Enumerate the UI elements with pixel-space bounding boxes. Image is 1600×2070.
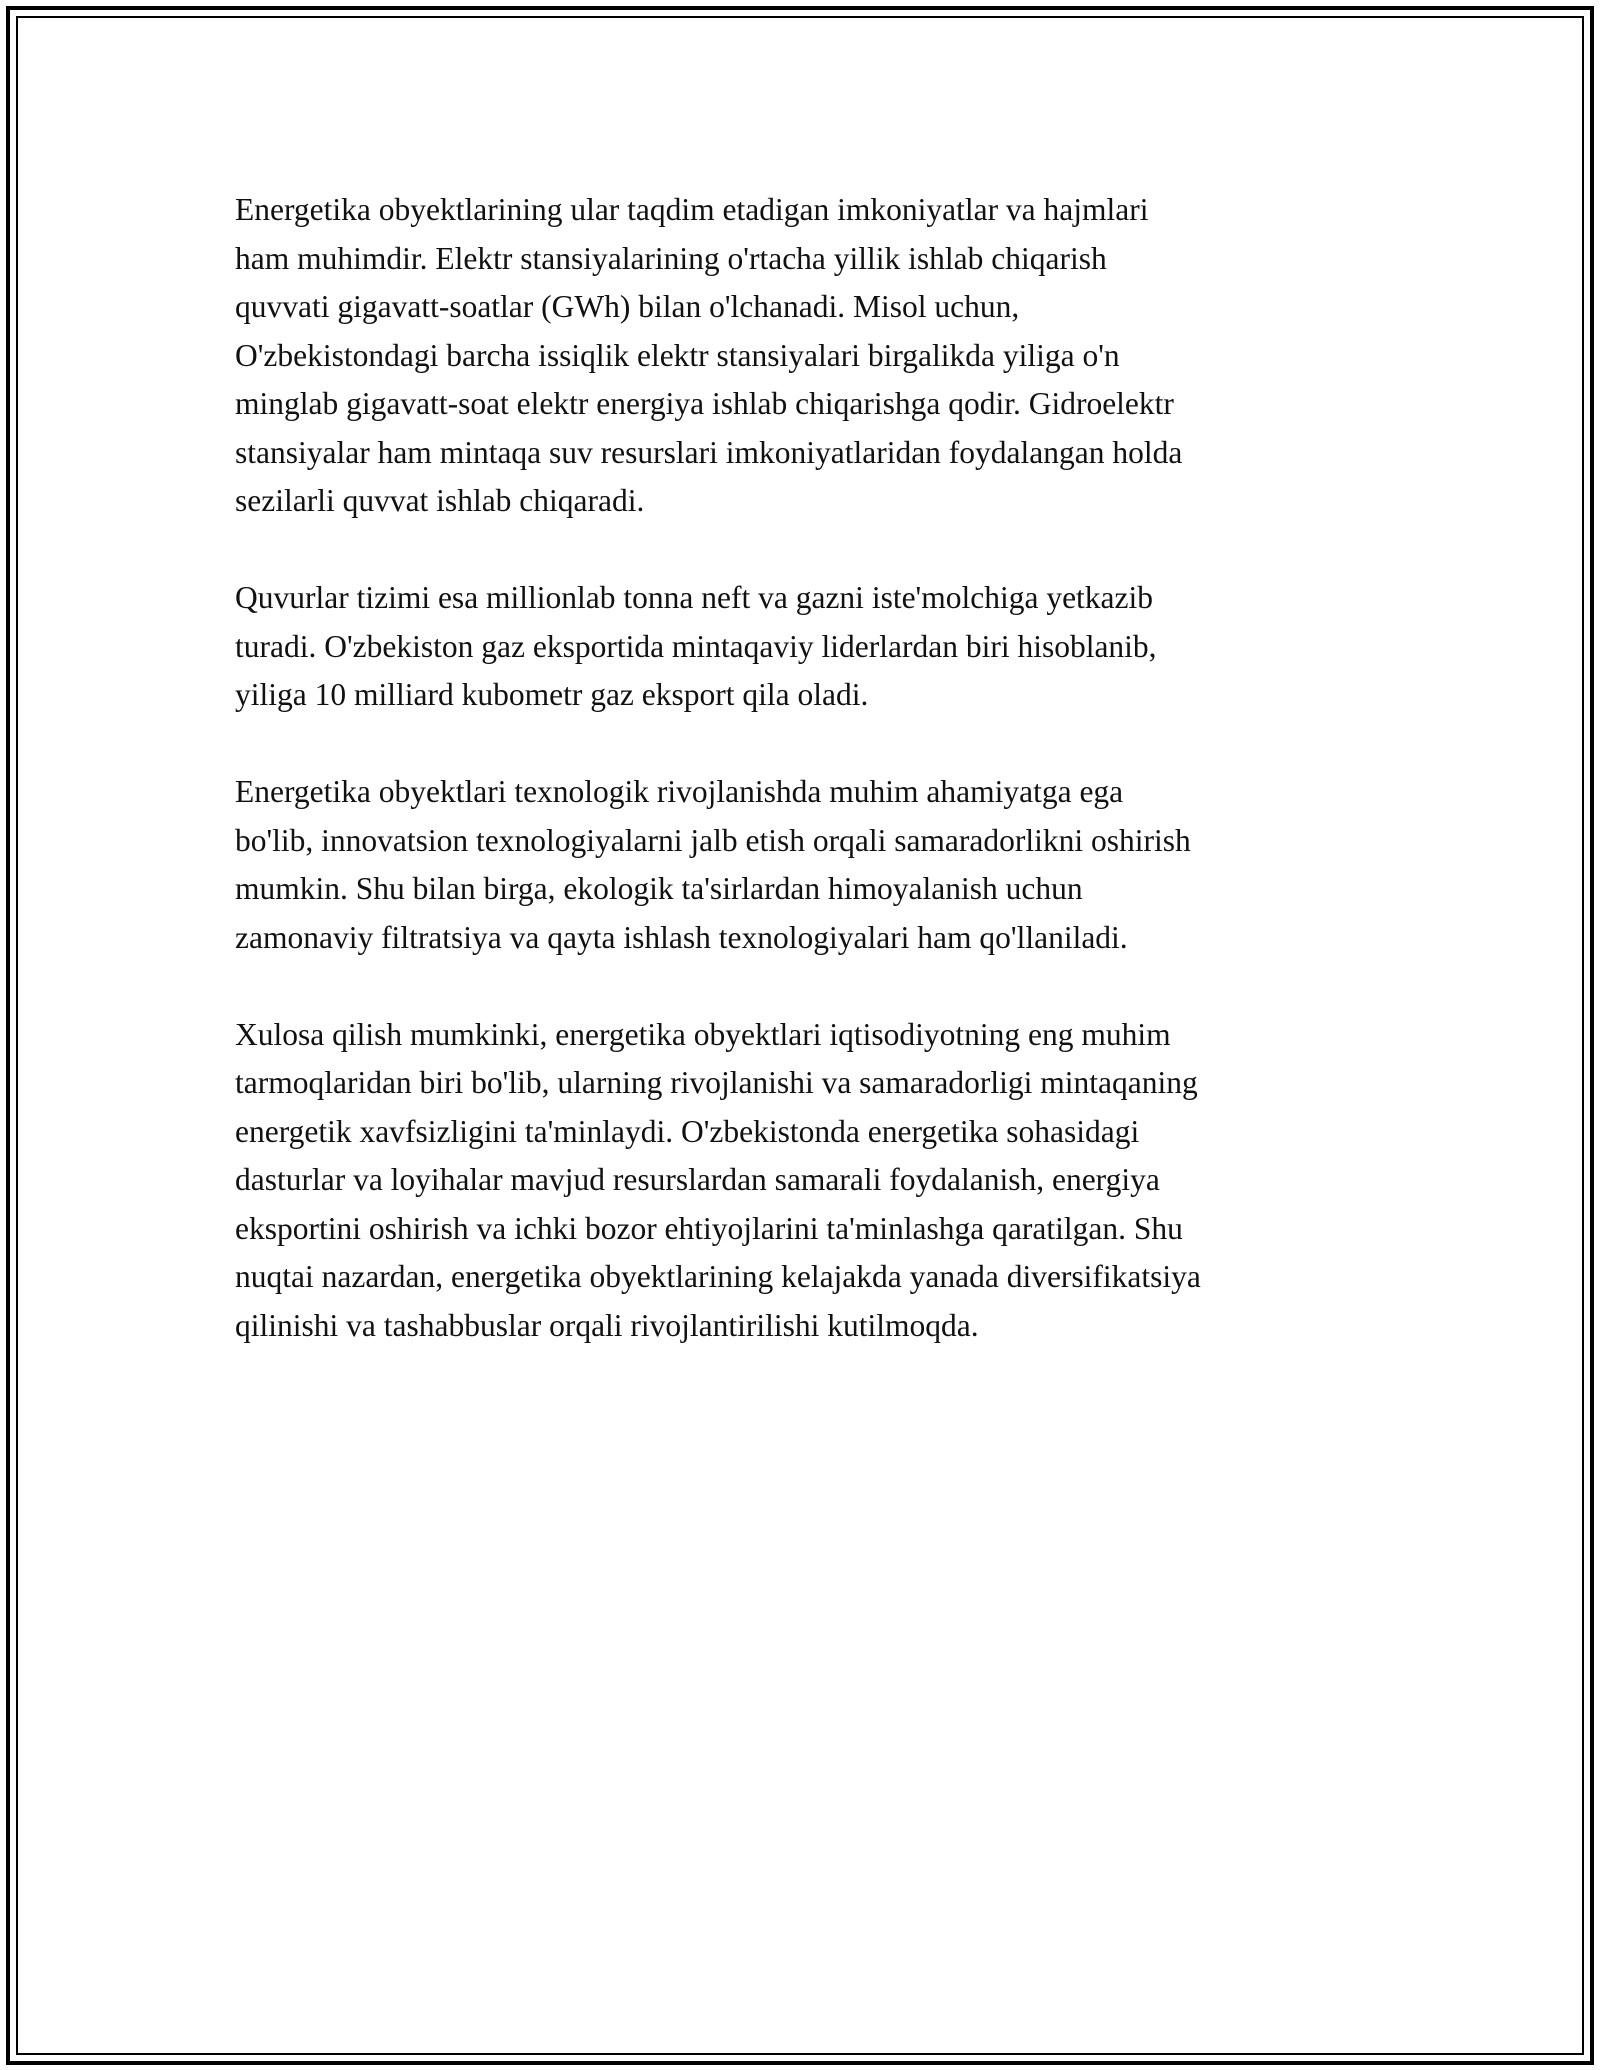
paragraph-line: turadi. O'zbekiston gaz eksportida mintaqaviy liderlardan biri hisoblanib, [235, 628, 1157, 664]
paragraph-line: Energetika obyektlarining ular taqdim etadigan imkoniyatlar va hajmlari [235, 192, 1149, 227]
paragraph-line: tarmoqlaridan biri bo'lib, ularning rivojlanishi va samaradorligi mintaqaning [235, 1065, 1198, 1100]
paragraph-line: energetik xavfsizligini ta'minlaydi. O'zbekistonda energetika sohasidagi [235, 1113, 1140, 1149]
paragraph-2 [235, 574, 1365, 720]
paragraph-1 [235, 186, 1365, 526]
paragraph-line: eksportini oshirish va ichki bozor ehtiyojlarini ta'minlashga qaratilgan. Shu [235, 1210, 1183, 1246]
paragraph-line: sezilarli quvvat ishlab chiqaradi. [235, 483, 645, 518]
paragraph-line: minglab gigavatt-soat elektr energiya ishlab chiqarishga qodir. Gidroelektr [235, 386, 1174, 421]
paragraph-line: stansiyalar ham mintaqa suv resurslari imkoniyatlaridan foydalangan holda [235, 434, 1183, 470]
paragraph-line: mumkin. Shu bilan birga, ekologik ta'sirlardan himoyalanish uchun [235, 871, 1083, 906]
paragraph-line: O'zbekistondagi barcha issiqlik elektr stansiyalari birgalikda yiliga o'n [235, 337, 1120, 373]
paragraph-line: Xulosa qilish mumkinki, energetika obyektlari iqtisodiyotning eng muhim [235, 1016, 1171, 1052]
paragraph-line: dasturlar va loyihalar mavjud resurslardan samarali foydalanish, energiya [235, 1162, 1160, 1197]
paragraph-line: ham muhimdir. Elektr stansiyalarining o'rtacha yillik ishlab chiqarish [235, 240, 1107, 276]
paragraph-line: zamonaviy filtratsiya va qayta ishlash texnologiyalari ham qo'llaniladi. [235, 919, 1128, 955]
paragraph-line: Quvurlar tizimi esa millionlab tonna neft va gazni iste'molchiga yetkazib [235, 580, 1154, 615]
paragraph-4 [235, 1011, 1365, 1351]
paragraph-line: bo'lib, innovatsion texnologiyalarni jalb etish orqali samaradorlikni oshirish [235, 822, 1191, 858]
paragraph-line: Energetika obyektlari texnologik rivojlanishda muhim ahamiyatga ega [235, 774, 1124, 809]
paragraph-line: qilinishi va tashabbuslar orqali rivojlantirilishi kutilmoqda. [235, 1307, 979, 1343]
paragraph-line: yiliga 10 milliard kubometr gaz eksport qila oladi. [235, 677, 869, 712]
paragraph-line: nuqtai nazardan, energetika obyektlarining kelajakda yanada diversifikatsiya [235, 1259, 1201, 1294]
paragraph-3 [235, 768, 1365, 962]
document-body [235, 186, 1365, 1399]
paragraph-line: quvvati gigavatt-soatlar (GWh) bilan o'lchanadi. Misol uchun, [235, 289, 1020, 324]
